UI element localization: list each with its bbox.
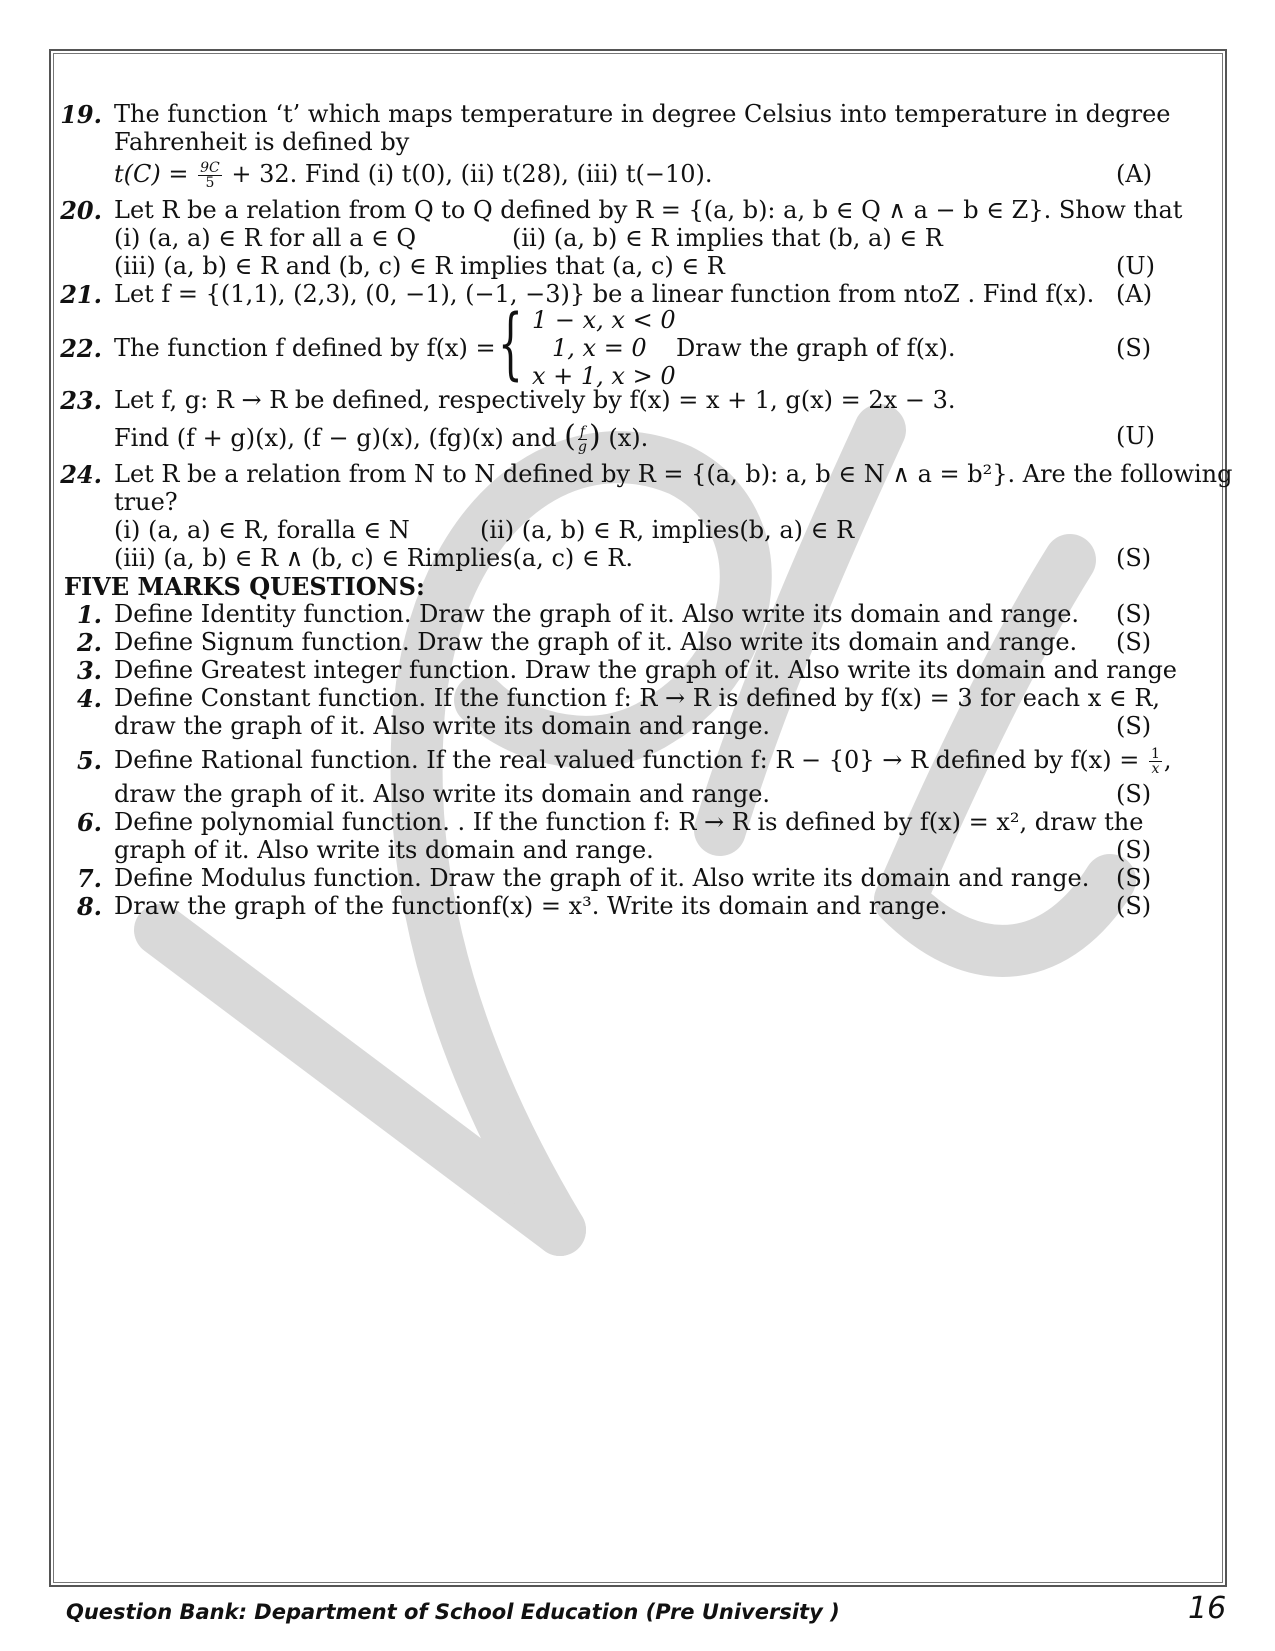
difficulty-tag: (S) — [1116, 334, 1152, 362]
fraction — [198, 161, 222, 190]
question-text: draw the graph of it. Also write its domain and range. — [114, 712, 771, 740]
question-number: 3. — [76, 656, 102, 685]
difficulty-tag: (U) — [1116, 422, 1155, 450]
question-text: draw the graph of it. Also write its domain and range. — [114, 780, 771, 808]
difficulty-tag: (S) — [1116, 600, 1152, 628]
formula-line — [114, 160, 713, 190]
difficulty-tag: (S) — [1116, 836, 1152, 864]
question-text: Draw the graph of the functionf(x) = x³. Write its domain and range. — [114, 892, 948, 920]
question-text: Let R be a relation from Q to Q defined by R = {(a, b): a, b ∈ Q ∧ a − b ∈ Z}. Show that — [114, 196, 1183, 224]
question-text: graph of it. Also write its domain and range. — [114, 836, 654, 864]
question-part: (ii) (a, b) ∈ R, implies(b, a) ∈ R — [480, 516, 855, 544]
formula-line: Define Rational function. If the real valued function f: R − {0} → R defined by f(x) = $\frac{1}{x}$ , — [114, 746, 1172, 777]
piecewise-case: x + 1, x > 0 — [532, 362, 676, 390]
question-number: 1. — [76, 600, 102, 629]
fraction — [578, 425, 587, 454]
difficulty-tag: (S) — [1116, 864, 1152, 892]
difficulty-tag: (U) — [1116, 252, 1155, 280]
question-number: 4. — [76, 684, 102, 713]
question-text: Let f, g: R → R be defined, respectively by f(x) = x + 1, g(x) = 2x − 3. — [114, 386, 956, 414]
question-text: The function f defined by f(x) = — [114, 334, 496, 362]
question-part: (i) (a, a) ∈ R for all a ∈ Q — [114, 224, 417, 252]
question-text: Define Rational function. If the real valued function f: R − {0} → R defined by f(x) = — [114, 746, 1140, 774]
formula-text: + 32. Find (i) t(0), (ii) t(28), (iii) t(−10). — [231, 160, 713, 188]
question-number: 19. — [60, 100, 102, 129]
piecewise-case: 1, x = 0 — [552, 334, 647, 362]
difficulty-tag: (A) — [1116, 160, 1153, 188]
question-text: Define polynomial function. . If the function f: R → R is defined by f(x) = x², draw the — [114, 808, 1144, 836]
question-number: 24. — [60, 460, 102, 489]
question-text: true? — [114, 488, 178, 516]
page-number: 16 — [1188, 1591, 1227, 1626]
fraction-denominator: 5 — [205, 175, 215, 191]
question-number: 22. — [60, 334, 102, 363]
question-part: (iii) (a, b) ∈ R and (b, c) ∈ R implies that (a, c) ∈ R — [114, 252, 725, 280]
difficulty-tag: (S) — [1116, 628, 1152, 656]
question-text: The function ‘t’ which maps temperature in degree Celsius into temperature in degree — [114, 100, 1171, 128]
question-text: Let f = {(1,1), (2,3), (0, −1), (−1, −3)} be a linear function from ntoZ . Find f(x). — [114, 280, 1095, 308]
question-text: Define Greatest integer function. Draw the graph of it. Also write its domain and range — [114, 656, 1178, 684]
formula-line: Find (f + g)(x), (f − g)(x), (fg)(x) and ( $\frac{f}{g}$ ) (x). — [114, 419, 649, 455]
fraction-numerator: 9C — [200, 160, 220, 176]
difficulty-tag: (S) — [1116, 892, 1152, 920]
question-number: 6. — [76, 808, 102, 837]
fraction-denominator: g — [577, 439, 587, 455]
question-number: 21. — [60, 280, 102, 309]
question-text: Define Identity function. Draw the graph of it. Also write its domain and range. — [114, 600, 1080, 628]
question-text: Define Modulus function. Draw the graph of it. Also write its domain and range. — [114, 864, 1090, 892]
question-part: (i) (a, a) ∈ R, foralla ∈ N — [114, 516, 410, 544]
footer-text: Question Bank: Department of School Education (Pre University ) — [66, 1600, 840, 1624]
section-heading: FIVE MARKS QUESTIONS: — [64, 572, 425, 601]
question-text: Fahrenheit is defined by — [114, 128, 410, 156]
difficulty-tag: (A) — [1116, 280, 1153, 308]
difficulty-tag: (S) — [1116, 712, 1152, 740]
question-number: 5. — [76, 746, 102, 775]
fraction-numerator: 1 — [1150, 746, 1160, 762]
question-number: 2. — [76, 628, 102, 657]
formula-text: t(C) = — [114, 160, 189, 188]
question-number: 7. — [76, 864, 102, 893]
question-number: 23. — [60, 386, 102, 415]
question-text: Let R be a relation from N to N defined by R = {(a, b): a, b ∈ N ∧ a = b²}. Are the following — [114, 460, 1233, 488]
formula-text: (x). — [608, 424, 649, 452]
question-text: Draw the graph of f(x). — [676, 334, 956, 362]
difficulty-tag: (S) — [1116, 780, 1152, 808]
question-text: Define Constant function. If the function f: R → R is defined by f(x) = 3 for each x ∈ R, — [114, 684, 1161, 712]
question-number: 8. — [76, 892, 102, 921]
difficulty-tag: (S) — [1116, 544, 1152, 572]
formula-text: Find (f + g)(x), (f − g)(x), (fg)(x) and — [114, 424, 557, 452]
question-part: (ii) (a, b) ∈ R implies that (b, a) ∈ R — [512, 224, 943, 252]
question-part: (iii) (a, b) ∈ R ∧ (b, c) ∈ Rimplies(a, c) ∈ R. — [114, 544, 633, 572]
fraction-denominator: x — [1151, 761, 1160, 777]
question-text: Define Signum function. Draw the graph of it. Also write its domain and range. — [114, 628, 1078, 656]
fraction-numerator: f — [579, 424, 586, 440]
question-number: 20. — [60, 196, 102, 225]
piecewise-brace: { — [498, 299, 523, 389]
piecewise-case: 1 − x, x < 0 — [532, 306, 676, 334]
fraction — [1149, 747, 1162, 776]
